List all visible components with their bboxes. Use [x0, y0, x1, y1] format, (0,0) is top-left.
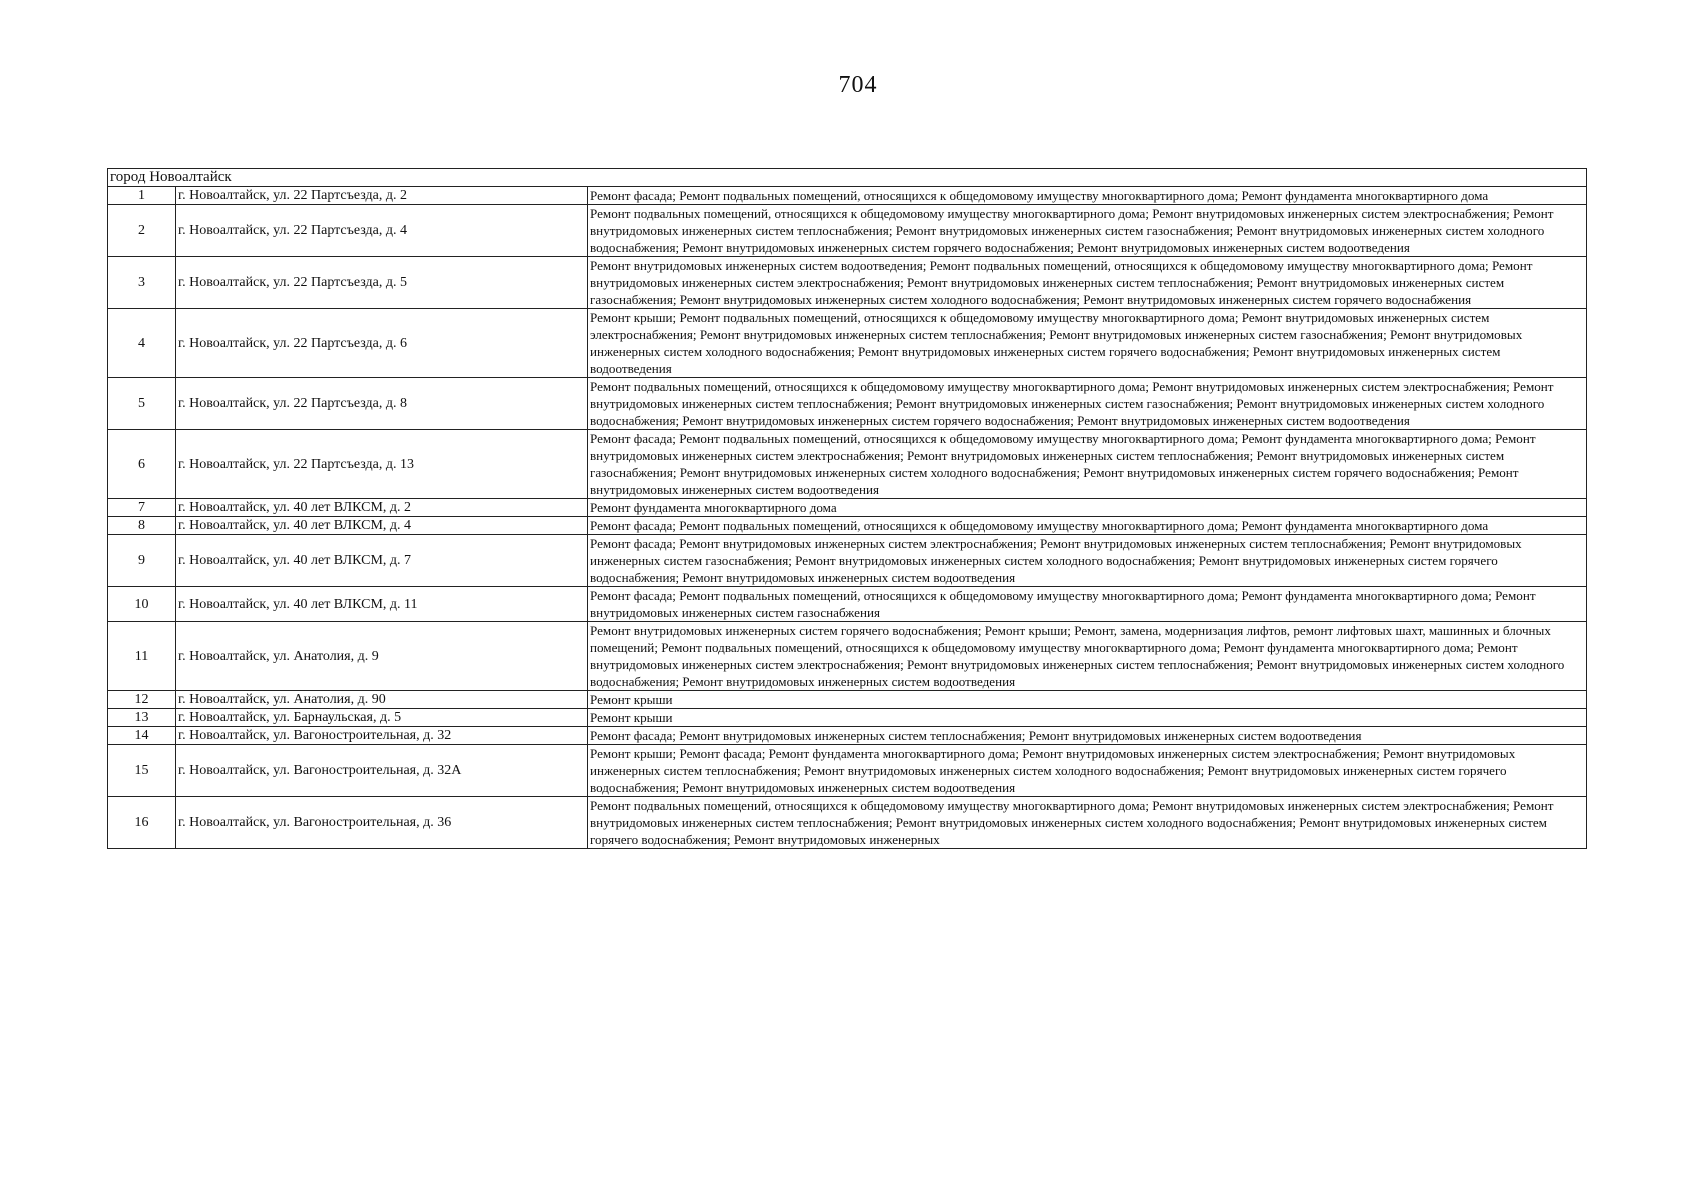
row-number: 3 — [108, 257, 176, 309]
table-row — [108, 517, 1587, 535]
row-address: г. Новоалтайск, ул. 40 лет ВЛКСМ, д. 2 — [176, 499, 588, 517]
row-address: г. Новоалтайск, ул. 40 лет ВЛКСМ, д. 4 — [176, 517, 588, 535]
row-works: Ремонт подвальных помещений, относящихся к общедомовому имуществу многоквартирного дома; Ремонт внутридомовых инженерных систем электроснабжения; Ремонт внутридомовых инженерных систем теплоснабжения; Ремонт внутридомовых инженерных систем газоснабжения; Ремонт внутридомовых инженерных систем холодного водоснабжения; Ремонт внутридомовых инженерных систем горячего водоснабжения; Ремонт внутридомовых инженерных систем водоотведения — [588, 205, 1587, 257]
table-row — [108, 499, 1587, 517]
table-row — [108, 622, 1587, 691]
row-address: г. Новоалтайск, ул. Вагоностроительная, д. 32А — [176, 745, 588, 797]
row-number: 7 — [108, 499, 176, 517]
page-number: 704 — [838, 72, 878, 98]
row-works: Ремонт крыши; Ремонт подвальных помещений, относящихся к общедомовому имуществу многоквартирного дома; Ремонт внутридомовых инженерных систем электроснабжения; Ремонт внутридомовых инженерных систем теплоснабжения; Ремонт внутридомовых инженерных систем газоснабжения; Ремонт внутридомовых инженерных систем холодного водоснабжения; Ремонт внутридомовых инженерных систем горячего водоснабжения; Ремонт внутридомовых инженерных систем водоотведения — [588, 309, 1587, 378]
row-number: 10 — [108, 587, 176, 622]
row-number: 14 — [108, 727, 176, 745]
row-works: Ремонт подвальных помещений, относящихся к общедомовому имуществу многоквартирного дома; Ремонт внутридомовых инженерных систем электроснабжения; Ремонт внутридомовых инженерных систем теплоснабжения; Ремонт внутридомовых инженерных систем холодного водоснабжения; Ремонт внутридомовых инженерных систем горячего водоснабжения; Ремонт внутридомовых инженерных — [588, 797, 1587, 849]
row-address: г. Новоалтайск, ул. 40 лет ВЛКСМ, д. 7 — [176, 535, 588, 587]
row-address: г. Новоалтайск, ул. 22 Партсъезда, д. 8 — [176, 378, 588, 430]
table-row — [108, 309, 1587, 378]
row-number: 13 — [108, 709, 176, 727]
row-number: 6 — [108, 430, 176, 499]
row-address: г. Новоалтайск, ул. 22 Партсъезда, д. 5 — [176, 257, 588, 309]
row-works: Ремонт фасада; Ремонт подвальных помещений, относящихся к общедомовому имуществу многоквартирного дома; Ремонт фундамента многоквартирного дома — [588, 187, 1587, 205]
row-works: Ремонт фасада; Ремонт подвальных помещений, относящихся к общедомовому имуществу многоквартирного дома; Ремонт фундамента многоквартирного дома; Ремонт внутридомовых инженерных систем электроснабжения; Ремонт внутридомовых инженерных систем теплоснабжения; Ремонт внутридомовых инженерных систем газоснабжения; Ремонт внутридомовых инженерных систем холодного водоснабжения; Ремонт внутридомовых инженерных систем горячего водоснабжения; Ремонт внутридомовых инженерных систем водоотведения — [588, 430, 1587, 499]
row-works: Ремонт фасада; Ремонт подвальных помещений, относящихся к общедомовому имуществу многоквартирного дома; Ремонт фундамента многоквартирного дома — [588, 517, 1587, 535]
table-row — [108, 535, 1587, 587]
row-works: Ремонт фасада; Ремонт внутридомовых инженерных систем электроснабжения; Ремонт внутридомовых инженерных систем теплоснабжения; Ремонт внутридомовых инженерных систем газоснабжения; Ремонт внутридомовых инженерных систем холодного водоснабжения; Ремонт внутридомовых инженерных систем горячего водоснабжения; Ремонт внутридомовых инженерных систем водоотведения — [588, 535, 1587, 587]
row-works: Ремонт внутридомовых инженерных систем горячего водоснабжения; Ремонт крыши; Ремонт, замена, модернизация лифтов, ремонт лифтовых шахт, машинных и блочных помещений; Ремонт подвальных помещений, относящихся к общедомовому имуществу многоквартирного дома; Ремонт фундамента многоквартирного дома; Ремонт внутридомовых инженерных систем электроснабжения; Ремонт внутридомовых инженерных систем теплоснабжения; Ремонт внутридомовых инженерных систем холодного водоснабжения; Ремонт внутридомовых инженерных систем водоотведения — [588, 622, 1587, 691]
table-row — [108, 797, 1587, 849]
repair-works-table — [107, 168, 1587, 849]
row-number: 15 — [108, 745, 176, 797]
row-works: Ремонт фасада; Ремонт внутридомовых инженерных систем теплоснабжения; Ремонт внутридомовых инженерных систем водоотведения — [588, 727, 1587, 745]
row-number: 12 — [108, 691, 176, 709]
section-header-row — [108, 169, 1587, 187]
row-address: г. Новоалтайск, ул. Барнаульская, д. 5 — [176, 709, 588, 727]
table-row — [108, 727, 1587, 745]
row-address: г. Новоалтайск, ул. 22 Партсъезда, д. 2 — [176, 187, 588, 205]
row-address: г. Новоалтайск, ул. Анатолия, д. 90 — [176, 691, 588, 709]
row-address: г. Новоалтайск, ул. Вагоностроительная, д. 36 — [176, 797, 588, 849]
table-row — [108, 430, 1587, 499]
row-works: Ремонт подвальных помещений, относящихся к общедомовому имуществу многоквартирного дома; Ремонт внутридомовых инженерных систем электроснабжения; Ремонт внутридомовых инженерных систем теплоснабжения; Ремонт внутридомовых инженерных систем газоснабжения; Ремонт внутридомовых инженерных систем холодного водоснабжения; Ремонт внутридомовых инженерных систем горячего водоснабжения; Ремонт внутридомовых инженерных систем водоотведения — [588, 378, 1587, 430]
table-row — [108, 587, 1587, 622]
row-number: 9 — [108, 535, 176, 587]
table-row — [108, 691, 1587, 709]
table-row — [108, 745, 1587, 797]
row-number: 4 — [108, 309, 176, 378]
row-address: г. Новоалтайск, ул. 22 Партсъезда, д. 13 — [176, 430, 588, 499]
row-number: 11 — [108, 622, 176, 691]
table-body — [108, 169, 1587, 849]
section-title: город Новоалтайск — [108, 169, 1587, 187]
row-works: Ремонт крыши; Ремонт фасада; Ремонт фундамента многоквартирного дома; Ремонт внутридомовых инженерных систем электроснабжения; Ремонт внутридомовых инженерных систем теплоснабжения; Ремонт внутридомовых инженерных систем холодного водоснабжения; Ремонт внутридомовых инженерных систем горячего водоснабжения; Ремонт внутридомовых инженерных систем водоотведения — [588, 745, 1587, 797]
row-number: 8 — [108, 517, 176, 535]
row-number: 1 — [108, 187, 176, 205]
table-row — [108, 205, 1587, 257]
row-number: 5 — [108, 378, 176, 430]
table-row — [108, 378, 1587, 430]
row-works: Ремонт внутридомовых инженерных систем водоотведения; Ремонт подвальных помещений, относящихся к общедомовому имуществу многоквартирного дома; Ремонт внутридомовых инженерных систем электроснабжения; Ремонт внутридомовых инженерных систем теплоснабжения; Ремонт внутридомовых инженерных систем газоснабжения; Ремонт внутридомовых инженерных систем холодного водоснабжения; Ремонт внутридомовых инженерных систем горячего водоснабжения — [588, 257, 1587, 309]
row-address: г. Новоалтайск, ул. 22 Партсъезда, д. 4 — [176, 205, 588, 257]
row-address: г. Новоалтайск, ул. Вагоностроительная, д. 32 — [176, 727, 588, 745]
table-row — [108, 257, 1587, 309]
row-address: г. Новоалтайск, ул. 40 лет ВЛКСМ, д. 11 — [176, 587, 588, 622]
row-address: г. Новоалтайск, ул. 22 Партсъезда, д. 6 — [176, 309, 588, 378]
row-address: г. Новоалтайск, ул. Анатолия, д. 9 — [176, 622, 588, 691]
table-row — [108, 187, 1587, 205]
row-works: Ремонт фундамента многоквартирного дома — [588, 499, 1587, 517]
row-number: 2 — [108, 205, 176, 257]
row-works: Ремонт фасада; Ремонт подвальных помещений, относящихся к общедомовому имуществу многоквартирного дома; Ремонт фундамента многоквартирного дома; Ремонт внутридомовых инженерных систем газоснабжения — [588, 587, 1587, 622]
row-number: 16 — [108, 797, 176, 849]
row-works: Ремонт крыши — [588, 709, 1587, 727]
row-works: Ремонт крыши — [588, 691, 1587, 709]
table-row — [108, 709, 1587, 727]
